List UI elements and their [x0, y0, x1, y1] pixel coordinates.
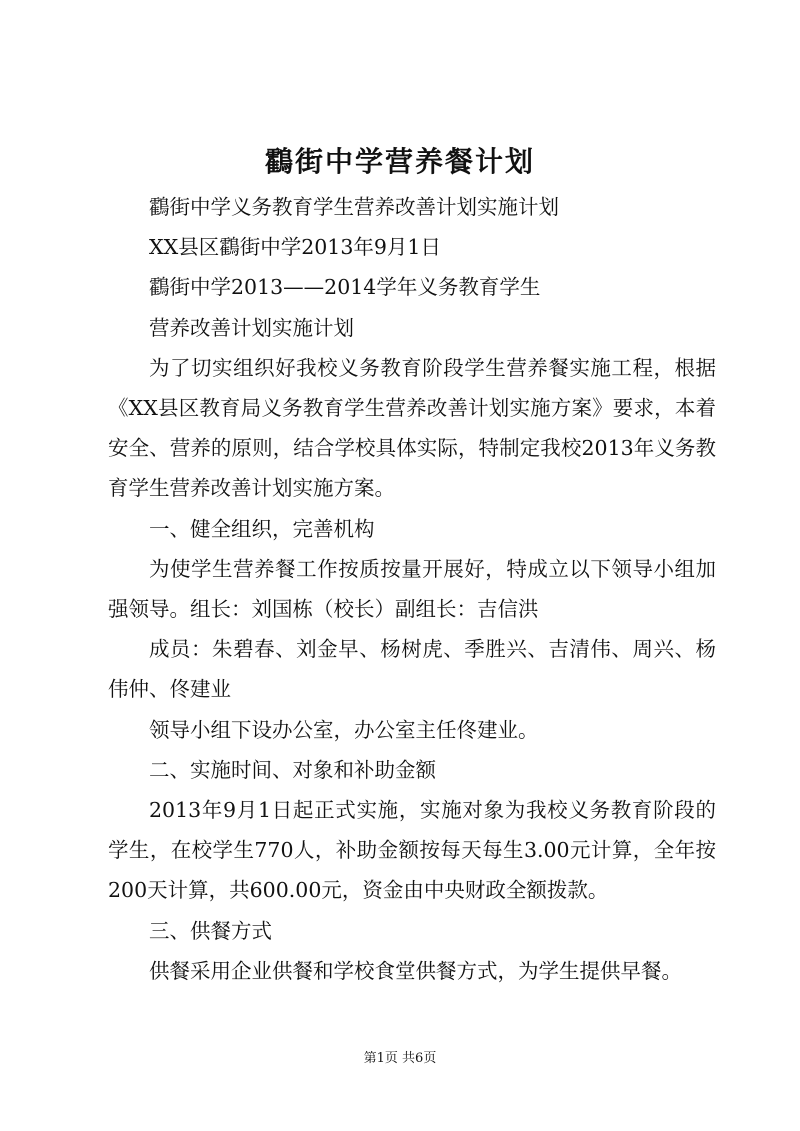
paragraph-intro: 为了切实组织好我校义务教育阶段学生营养餐实施工程，根据《XX县区教育局义务教育学生营养改善计划实施方案》要求，本着安全、营养的原则，结合学校具体实际，特制定我校2013年义务教育学生营养改善计划实施方案。	[108, 355, 716, 501]
paragraph-funding: 2013年9月1日起正式实施，实施对象为我校义务教育阶段的学生，在校学生770人，补助金额按每天每生3.00元计算，全年按200天计算，共600.00元，资金由中央财政全额拨款。	[108, 798, 716, 903]
document-body	[108, 187, 716, 991]
paragraph-heading-line-1: 鸖街中学2013——2014学年义务教育学生	[149, 275, 541, 300]
section-heading-2: 二、实施时间、对象和补助金额	[149, 757, 436, 782]
paragraph-date-line: XX县区鸖街中学2013年9月1日	[149, 235, 441, 260]
paragraph-subtitle: 鸖街中学义务教育学生营养改善计划实施计划	[149, 195, 559, 219]
section-heading-1: 一、健全组织，完善机构	[149, 516, 375, 541]
paragraph-office: 领导小组下设办公室，办公室主任佟建业。	[149, 717, 539, 742]
paragraph-members: 成员：朱碧春、刘金早、杨树虎、季胜兴、吉清伟、周兴、杨伟仲、佟建业	[108, 637, 716, 702]
document-title: 鸖街中学营养餐计划	[264, 145, 535, 178]
paragraph-meal-method: 供餐采用企业供餐和学校食堂供餐方式，为学生提供早餐。	[149, 958, 682, 983]
section-heading-3: 三、供餐方式	[149, 918, 272, 943]
paragraph-leadership: 为使学生营养餐工作按质按量开展好，特成立以下领导小组加强领导。组长：刘国栋（校长）副组长：吉信洪	[108, 556, 716, 622]
paragraph-heading-line-2: 营养改善计划实施计划	[149, 315, 354, 340]
page-footer: 第1页 共6页	[363, 1051, 437, 1066]
